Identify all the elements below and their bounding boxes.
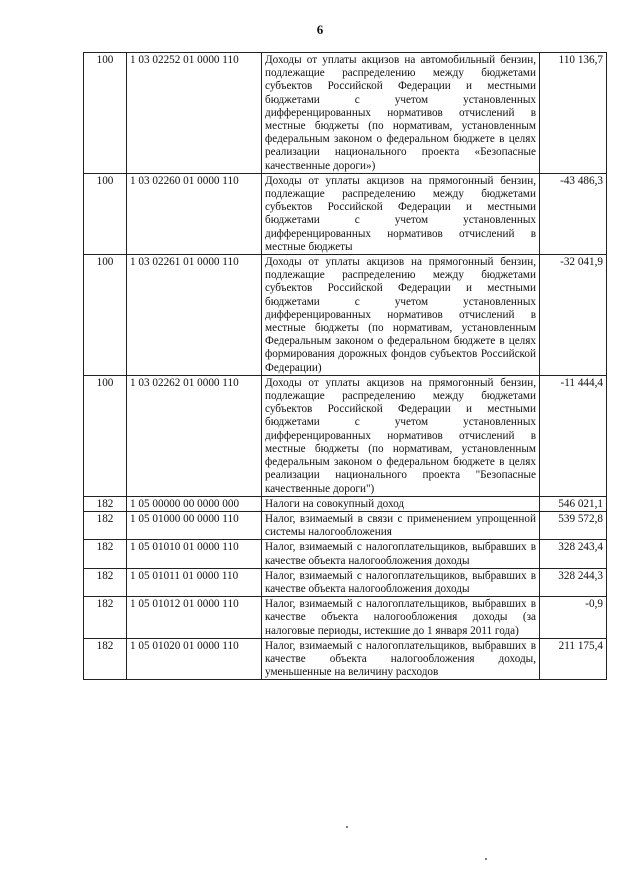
amount-cell: -0,9 <box>540 597 607 639</box>
admin-code-cell: 182 <box>84 496 127 511</box>
budget-code-cell: 1 05 01012 01 0000 110 <box>127 597 262 639</box>
amount-cell: 546 021,1 <box>540 496 607 511</box>
admin-code-cell: 100 <box>84 173 127 254</box>
admin-code-cell: 182 <box>84 568 127 596</box>
admin-code-cell: 182 <box>84 540 127 568</box>
table-row <box>84 53 607 174</box>
budget-code-cell: 1 05 01011 01 0000 110 <box>127 568 262 596</box>
scan-speck <box>485 858 487 860</box>
admin-code-cell: 182 <box>84 638 127 680</box>
budget-code-cell: 1 03 02252 01 0000 110 <box>127 53 262 174</box>
revenue-name-cell: Доходы от уплаты акцизов на автомобильный бензин, подлежащие распределению между бюджетами субъектов Российской Федерации и местными бюджетами с учетом установленных дифференцированных нормативов отчислений в местные бюджеты (по нормативам, установленным федеральным законом о федеральном бюджете в целях реализации национального проекта «Безопасные качественные дороги») <box>262 53 540 174</box>
revenue-name-cell: Доходы от уплаты акцизов на прямогонный бензин, подлежащие распределению между бюджетами субъектов Российской Федерации и местными бюджетами с учетом установленных дифференцированных нормативов отчислений в местные бюджеты (по нормативам, установленным Федеральным законом о федеральном бюджете в целях формирования дорожных фондов субъектов Российской Федерации) <box>262 255 540 376</box>
amount-cell: 110 136,7 <box>540 53 607 174</box>
revenue-name-cell: Налог, взимаемый с налогоплательщиков, выбравших в качестве объекта налогообложения доходы, уменьшенные на величину расходов <box>262 638 540 680</box>
amount-cell: -11 444,4 <box>540 375 607 496</box>
revenue-name-cell: Налог, взимаемый с налогоплательщиков, выбравших в качестве объекта налогообложения доходы <box>262 540 540 568</box>
revenue-name-cell: Доходы от уплаты акцизов на прямогонный бензин, подлежащие распределению между бюджетами субъектов Российской Федерации и местными бюджетами с учетом установленных дифференцированных нормативов отчислений в местные бюджеты (по нормативам, установленным федеральным законом о федеральном бюджете в целях реализации национального проекта "Безопасные качественные дороги") <box>262 375 540 496</box>
admin-code-cell: 182 <box>84 511 127 539</box>
table-row <box>84 540 607 568</box>
admin-code-cell: 100 <box>84 375 127 496</box>
revenue-name-cell: Доходы от уплаты акцизов на прямогонный бензин, подлежащие распределению между бюджетами субъектов Российской Федерации и местными бюджетами с учетом установленных дифференцированных нормативов отчислений в местные бюджеты <box>262 173 540 254</box>
amount-cell: -43 486,3 <box>540 173 607 254</box>
scan-speck <box>346 826 348 828</box>
table-row <box>84 511 607 539</box>
table-row <box>84 496 607 511</box>
admin-code-cell: 182 <box>84 597 127 639</box>
revenue-name-cell: Налог, взимаемый в связи с применением упрощенной системы налогообложения <box>262 511 540 539</box>
page-number: 6 <box>316 22 324 37</box>
budget-code-cell: 1 05 01000 00 0000 110 <box>127 511 262 539</box>
amount-cell: 211 175,4 <box>540 638 607 680</box>
amount-cell: 539 572,8 <box>540 511 607 539</box>
budget-code-cell: 1 05 01010 01 0000 110 <box>127 540 262 568</box>
table-row <box>84 568 607 596</box>
revenue-name-cell: Налог, взимаемый с налогоплательщиков, выбравших в качестве объекта налогообложения доходы <box>262 568 540 596</box>
revenue-table <box>83 52 607 680</box>
revenue-name-cell: Налоги на совокупный доход <box>262 496 540 511</box>
revenue-name-cell: Налог, взимаемый с налогоплательщиков, выбравших в качестве объекта налогообложения доходы (за налоговые периоды, истекшие до 1 января 2011 года) <box>262 597 540 639</box>
table-row <box>84 173 607 254</box>
budget-code-cell: 1 03 02261 01 0000 110 <box>127 255 262 376</box>
admin-code-cell: 100 <box>84 255 127 376</box>
amount-cell: 328 244,3 <box>540 568 607 596</box>
budget-code-cell: 1 05 01020 01 0000 110 <box>127 638 262 680</box>
table-row <box>84 597 607 639</box>
admin-code-cell: 100 <box>84 53 127 174</box>
table-row <box>84 375 607 496</box>
budget-code-cell: 1 03 02260 01 0000 110 <box>127 173 262 254</box>
table-row <box>84 638 607 680</box>
table-row <box>84 255 607 376</box>
budget-code-cell: 1 03 02262 01 0000 110 <box>127 375 262 496</box>
amount-cell: -32 041,9 <box>540 255 607 376</box>
amount-cell: 328 243,4 <box>540 540 607 568</box>
budget-code-cell: 1 05 00000 00 0000 000 <box>127 496 262 511</box>
